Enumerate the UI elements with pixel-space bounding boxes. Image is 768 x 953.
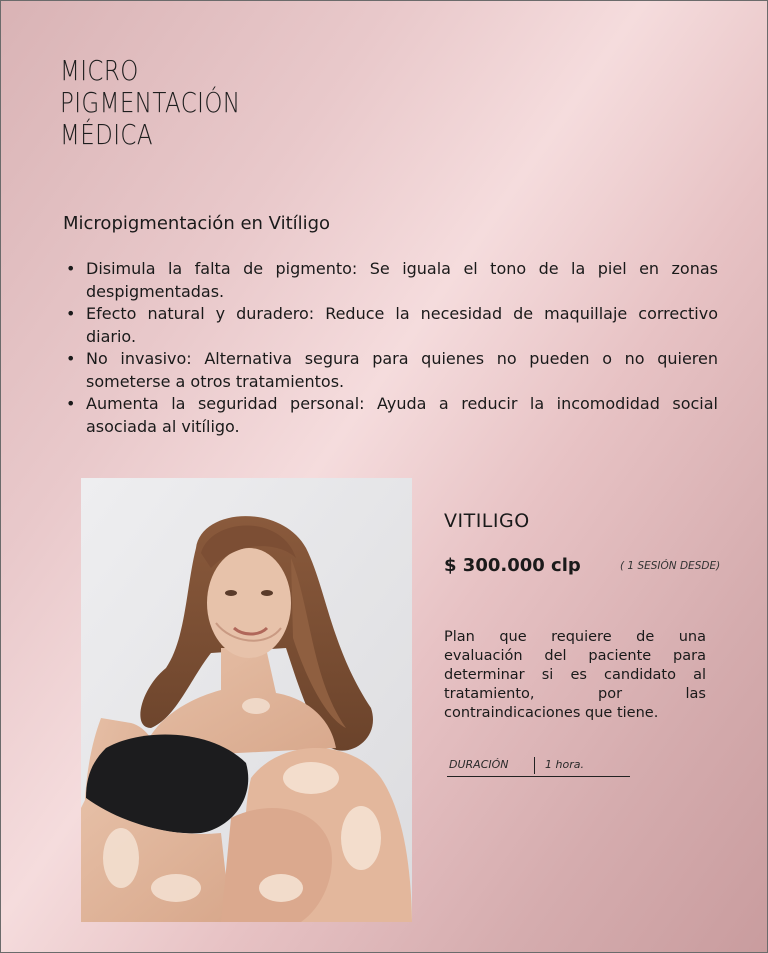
patient-photo-illustration <box>81 478 412 922</box>
product-price: $ 300.000 clp <box>444 555 581 576</box>
bullet-icon: • <box>66 304 76 323</box>
section-heading: Micropigmentación en Vitíligo <box>63 213 331 234</box>
benefit-item <box>64 303 718 348</box>
duration-value: 1 hora. <box>545 758 584 771</box>
bullet-icon: • <box>66 349 76 368</box>
duration-divider <box>534 757 535 774</box>
benefit-item <box>64 348 718 393</box>
benefits-list <box>64 258 718 438</box>
duration-row <box>447 756 630 777</box>
bullet-icon: • <box>66 259 76 278</box>
product-description: Plan que requiere de una evaluación del paciente para determinar si es candidato al tratamiento, por las contraindicaciones que tiene. <box>444 629 706 721</box>
benefit-text: Efecto natural y duradero: Reduce la necesidad de maquillaje correctivo diario. <box>86 304 718 346</box>
bullet-icon: • <box>66 394 76 413</box>
price-note: ( 1 SESIÓN DESDE) <box>620 560 721 572</box>
patient-photo <box>81 478 412 922</box>
benefit-item <box>64 393 718 438</box>
product-name: VITILIGO <box>444 510 530 532</box>
benefit-item <box>64 258 718 303</box>
title-line-3: MÉDICA <box>60 117 153 151</box>
duration-label: DURACIÓN <box>449 758 509 771</box>
page-title <box>60 55 240 151</box>
benefit-text: No invasivo: Alternativa segura para quienes no pueden o no quieren someterse a otros tratamientos. <box>86 349 718 391</box>
title-line-1: MICRO <box>60 53 139 87</box>
benefit-text: Disimula la falta de pigmento: Se iguala el tono de la piel en zonas despigmentadas. <box>86 259 718 301</box>
benefit-text: Aumenta la seguridad personal: Ayuda a reducir la incomodidad social asociada al vitíligo. <box>86 394 718 436</box>
title-line-2: PIGMENTACIÓN <box>60 85 241 119</box>
